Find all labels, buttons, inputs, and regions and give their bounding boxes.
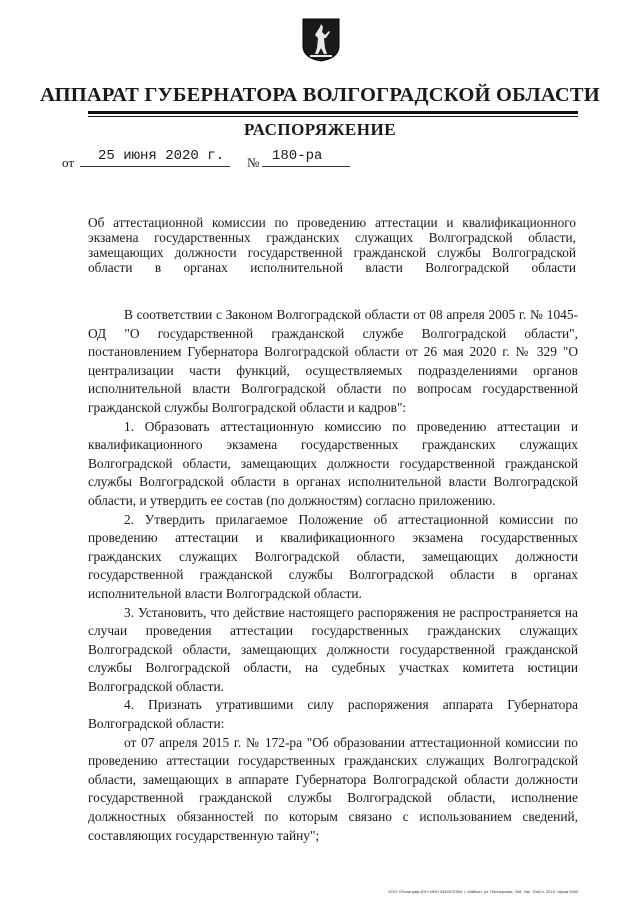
date-prefix: от <box>62 155 75 170</box>
item-4-subitem-1: от 07 апреля 2015 г. № 172-ра "Об образовании аттестационной комиссии по проведению аттестации государственных гражданских служащих Волгоградской области, замещающих в аппарате Губернатора Волгоградской области должности государственной гражданской службы Волгоградской области, исполнение должностных обязанностей по которым связано с использованием сведений, составляющих государственную тайну"; <box>88 734 578 843</box>
organization-title: АППАРАТ ГУБЕРНАТОРА ВОЛГОГРАДСКОЙ ОБЛАСТИ <box>40 84 600 106</box>
item-2-paragraph: 2. Утвердить прилагаемое Положение об аттестационной комиссии по проведению аттестации и квалификационного экзамена государственных гражданских служащих Волгоградской области, замещающих должности государственной гражданской службы Волгоградской области в органах исполнительной власти Волгоградской области. <box>88 511 578 601</box>
number-underline <box>262 166 350 167</box>
document-body <box>88 306 578 845</box>
document-subject: Об аттестационной комиссии по проведению аттестации и квалификационного экзамена государственных гражданских служащих Волгоградской области, замещающих должности государственной гражданской службы Волгоградской области в органах исполнительной власти Волгоградской области <box>88 215 576 275</box>
printer-imprint: ООО «Полиграф-ЮГ» ИНН 3444072369, г. Майкоп, ул. Пионерская, 268. Зак. 19аСх. 2015, тираж 5000 <box>388 889 579 894</box>
item-1-paragraph: 1. Образовать аттестационную комиссию по проведению аттестации и квалификационного экзамена государственных гражданских служащих Волгоградской области, замещающих должности государственной гражданской службы Волгоградской области в органах исполнительной власти Волгоградской области, и утвердить ее состав (по должностям) согласно приложению. <box>88 418 578 508</box>
document-type-title: РАСПОРЯЖЕНИЕ <box>243 120 397 139</box>
item-4-paragraph: 4. Признать утратившими силу распоряжения аппарата Губернатора Волгоградской области: <box>88 697 578 732</box>
coat-of-arms-icon <box>302 18 340 62</box>
date-underline <box>80 166 230 167</box>
document-number: 180-ра <box>272 148 323 164</box>
header-rule-thin <box>88 116 578 117</box>
preamble-paragraph: В соответствии с Законом Волгоградской области от 08 апреля 2005 г. № 1045-ОД "О государственной гражданской службе Волгоградской области", постановлением Губернатора Волгоградской области от 26 мая 2020 г. № 329 "О централизации части функций, осуществляемых подразделениями органов исполнительной власти Волгоградской области по вопросам государственной гражданской службы Волгоградской области и кадров": <box>88 307 578 415</box>
number-prefix: № <box>247 155 260 170</box>
document-date: 25 июня 2020 г. <box>98 148 225 164</box>
item-3-paragraph: 3. Установить, что действие настоящего распоряжения не распространяется на случаи проведения аттестации государственных гражданских служащих Волгоградской области, замещающих должности государственной гражданской службы Волгоградской области, на судебных участках комитета юстиции Волгоградской области. <box>88 604 578 694</box>
header-rule-thick <box>88 111 578 114</box>
